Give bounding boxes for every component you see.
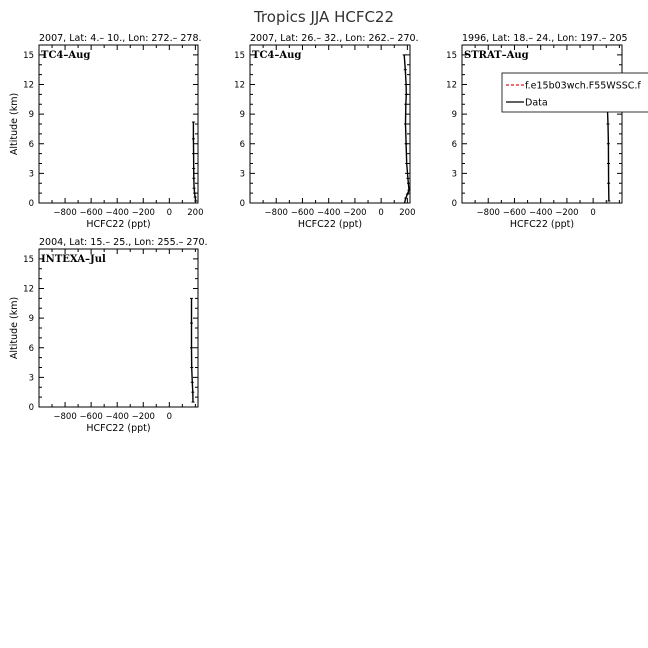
y-tick-label: 15	[23, 254, 34, 265]
x-tick-label: −800	[264, 208, 288, 218]
plot-frame	[462, 45, 622, 203]
legend-box	[502, 73, 648, 112]
panel-subtitle: 2007, Lat: 26.– 32., Lon: 262.– 270.	[250, 33, 419, 44]
campaign-label: TC4–Aug	[252, 50, 302, 61]
y-tick-label: 15	[446, 50, 457, 61]
legend-label: f.e15b03wch.F55WSSC.f	[525, 80, 641, 92]
x-tick-label: −800	[53, 412, 77, 422]
y-axis-label: Altitude (km)	[9, 92, 20, 156]
x-tick-label: −400	[105, 412, 129, 422]
x-tick-label: −800	[476, 208, 500, 218]
campaign-label: STRAT–Aug	[464, 50, 529, 61]
y-tick-label: 0	[239, 199, 245, 209]
legend	[502, 73, 648, 112]
x-tick-label: 0	[378, 208, 384, 218]
y-tick-label: 9	[28, 110, 34, 121]
y-tick-label: 12	[23, 284, 34, 295]
y-tick-label: 6	[28, 343, 34, 354]
y-tick-label: 12	[234, 80, 245, 91]
panel-4	[9, 237, 208, 434]
x-axis-label: HCFC22 (ppt)	[509, 219, 575, 230]
y-tick-label: 6	[451, 139, 457, 150]
panels	[9, 33, 648, 434]
y-tick-label: 3	[239, 169, 245, 180]
y-tick-label: 12	[446, 80, 457, 91]
y-tick-label: 6	[239, 139, 245, 150]
y-tick-label: 0	[28, 199, 34, 209]
y-tick-label: 9	[239, 110, 245, 121]
y-tick-label: 15	[23, 50, 34, 61]
panel-subtitle: 1996, Lat: 18.– 24., Lon: 197.– 205	[462, 33, 628, 44]
x-axis-label: HCFC22 (ppt)	[86, 219, 151, 230]
y-tick-label: 9	[451, 110, 457, 121]
x-tick-label: −200	[343, 208, 367, 218]
legend-label: Data	[525, 97, 548, 109]
x-tick-label: −400	[317, 208, 341, 218]
y-tick-label: 6	[28, 139, 34, 150]
panel-3	[446, 33, 648, 230]
y-axis-label: Altitude (km)	[9, 296, 20, 360]
plot-frame	[250, 45, 410, 203]
panel-subtitle: 2004, Lat: 15.– 25., Lon: 255.– 270.	[39, 237, 208, 248]
y-tick-label: 9	[28, 314, 34, 325]
y-tick-label: 3	[451, 169, 457, 180]
x-tick-label: −200	[555, 208, 579, 218]
x-tick-label: −200	[131, 208, 155, 218]
panel-2	[234, 33, 418, 230]
y-tick-label: 15	[234, 50, 245, 61]
x-tick-label: −600	[79, 208, 103, 218]
x-tick-label: −600	[502, 208, 527, 218]
plot-frame	[39, 45, 198, 203]
y-tick-label: 12	[23, 80, 34, 91]
x-tick-label: −400	[105, 208, 129, 218]
x-tick-label: −800	[53, 208, 77, 218]
x-axis-label: HCFC22 (ppt)	[86, 423, 151, 434]
x-tick-label: 200	[399, 208, 416, 218]
data-series-line	[404, 55, 409, 203]
data-series-line	[192, 298, 194, 402]
plot-frame	[39, 249, 198, 407]
campaign-label: INTEXA–Jul	[41, 254, 106, 265]
y-tick-label: 0	[28, 403, 34, 413]
panel-subtitle: 2007, Lat: 4.– 10., Lon: 272.– 278.	[39, 33, 202, 44]
x-tick-label: 200	[187, 208, 204, 218]
panel-1	[9, 33, 204, 230]
x-tick-label: −600	[79, 412, 103, 422]
x-axis-label: HCFC22 (ppt)	[297, 219, 363, 230]
x-tick-label: 0	[590, 208, 596, 218]
figure-title: Tropics JJA HCFC22	[253, 8, 395, 26]
y-tick-label: 3	[28, 169, 34, 180]
x-tick-label: 0	[166, 208, 173, 218]
x-tick-label: −600	[290, 208, 315, 218]
x-tick-label: −400	[529, 208, 553, 218]
x-tick-label: 0	[166, 412, 173, 422]
x-tick-label: −200	[131, 412, 155, 422]
y-tick-label: 3	[28, 373, 34, 384]
y-tick-label: 0	[451, 199, 457, 209]
campaign-label: TC4–Aug	[41, 50, 91, 61]
